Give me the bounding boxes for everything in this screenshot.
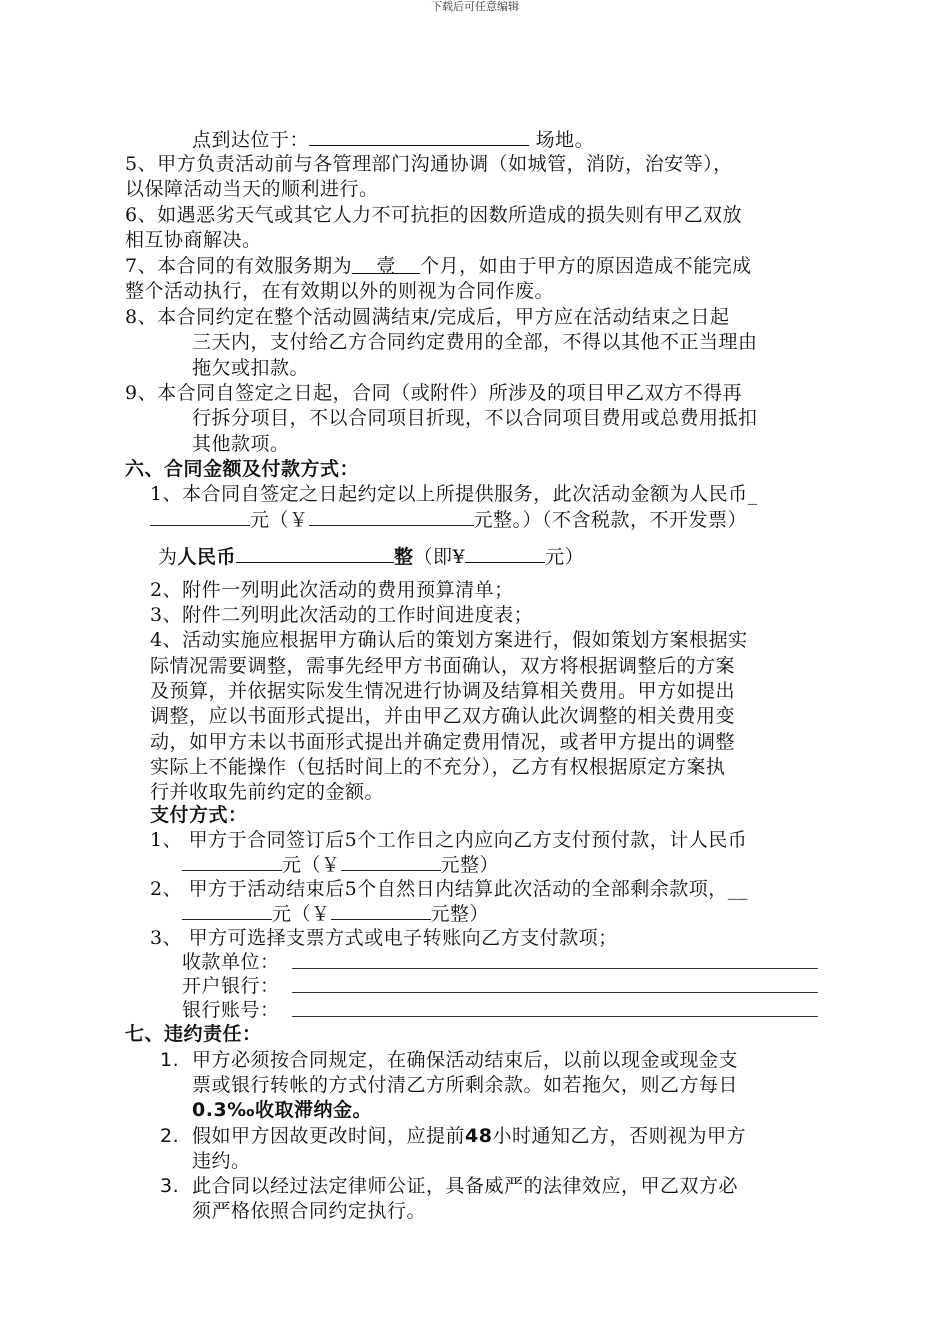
item-4-line-3: 及预算，并依据实际发生情况进行协调及结算相关费用。甲方如提出: [150, 680, 736, 702]
amount-text-b: 元整。）（不含税款，不开发票）: [473, 509, 748, 531]
amount-line-3: [158, 543, 584, 569]
clause-9-line-2: 行拆分项目，不以合同项目折现，不以合同项目费用或总费用抵扣: [192, 407, 758, 429]
payment-2-line-2: [182, 901, 489, 926]
clause-7-text-b: 个月，如由于甲方的原因造成不能完成: [420, 255, 752, 277]
payee-label: 收款单位：: [182, 951, 280, 973]
payment-3: 3、 甲方可选择支票方式或电子转账向乙方支付款项；: [150, 927, 618, 949]
breach-2-line-2: 违约。: [192, 1150, 251, 1172]
venue-suffix: 场地。: [535, 129, 595, 151]
item-2: 2、附件一列明此次活动的费用预算清单；: [150, 579, 514, 601]
account-label: 银行账号：: [182, 999, 280, 1021]
breach-1-line-2: 票或银行转帐的方式付清乙方所剩余款。如若拖欠，则乙方每日: [192, 1074, 739, 1096]
venue-blank[interactable]: [309, 126, 529, 146]
balance-text-a: 元（￥: [272, 903, 331, 925]
clause-5-line-1: 5、甲方负责活动前与各管理部门沟通协调（如城管，消防，治安等），: [125, 153, 733, 175]
item-4-line-5: 动，如甲方未以书面形式提出并确定费用情况，或者甲方提出的调整: [150, 731, 736, 753]
clause-9-line-3: 其他款项。: [192, 433, 290, 455]
payment-1-line-1: 1、 甲方于合同签订后5个工作日之内应向乙方支付预付款，计人民币: [150, 829, 748, 851]
item-3: 3、附件二列明此次活动的工作时间进度表；: [150, 604, 534, 626]
bank-field[interactable]: [292, 992, 818, 993]
breach-1-line-1: 甲方必须按合同规定，在确保活动结束后，以前以现金或现金支: [192, 1049, 739, 1071]
amount-line-1: 1、本合同自签定之日起约定以上所提供服务，此次活动金额为人民币_: [150, 483, 758, 505]
breach-3-number: 3.: [160, 1175, 180, 1197]
clause-9-line-1: 9、本合同自签定之日起，合同（或附件）所涉及的项目甲乙双方不得再: [125, 382, 743, 404]
breach-3-line-1: 此合同以经过法定律师公证，具备威严的法律效应，甲乙双方必: [192, 1175, 739, 1197]
breach-2-text-a: 假如甲方因故更改时间，应提前: [192, 1125, 466, 1147]
prepay-text-a: 元（￥: [282, 854, 341, 876]
service-period-value: 壹: [352, 254, 420, 274]
clause-8-line-1: 8、本合同约定在整个活动圆满结束/完成后，甲方应在活动结束之日起: [125, 306, 730, 328]
rmb-blank[interactable]: [236, 543, 394, 563]
prepay-blank-1[interactable]: [182, 852, 282, 871]
venue-label: 点到达位于：: [192, 129, 310, 151]
yen-blank[interactable]: [465, 543, 545, 563]
yuan-suffix: 元）: [545, 546, 585, 568]
section-7-heading: 七、违约责任：: [125, 1023, 262, 1045]
balance-blank-2[interactable]: [331, 901, 431, 920]
payment-2-line-1: 2、 甲方于活动结束后5个自然日内结算此次活动的全部剩余款项，__: [150, 878, 748, 900]
clause-7-line-2: 整个活动执行，在有效期以外的则视为合同作废。: [125, 280, 555, 302]
hours-value: 48: [465, 1125, 493, 1147]
payment-1-line-2: [182, 852, 499, 877]
clause-7-line-1: [125, 254, 752, 278]
breach-3-line-2: 须严格依照合同约定执行。: [192, 1200, 427, 1222]
item-4-line-4: 调整，应以书面形式提出，并由甲乙双方确认此次调整的相关费用变: [150, 705, 736, 727]
item-4-line-1: 4、活动实施应根据甲方确认后的策划方案进行，假如策划方案根据实: [150, 629, 748, 651]
breach-2-number: 2.: [160, 1125, 180, 1147]
amount-prefix: 为: [158, 546, 178, 568]
page-header: 下载后可任意编辑: [431, 0, 519, 13]
payment-method-heading: 支付方式：: [150, 804, 248, 826]
clause-8-line-2: 三天内，支付给乙方合同约定费用的全部，不得以其他不正当理由: [192, 331, 758, 353]
zheng-label: 整: [394, 546, 414, 568]
breach-1-number: 1.: [160, 1049, 180, 1071]
amount-blank-1[interactable]: [150, 507, 250, 526]
clause-6-line-2: 相互协商解决。: [125, 229, 262, 251]
payee-field[interactable]: [292, 968, 818, 969]
breach-1-line-3: 0.3‰收取滞纳金。: [192, 1099, 373, 1121]
clause-8-line-3: 拖欠或扣款。: [192, 357, 310, 379]
clause-5-line-2: 以保障活动当天的顺利进行。: [125, 178, 379, 200]
prepay-text-b: 元整）: [440, 854, 500, 876]
item-4-line-7: 行并收取先前约定的金额。: [150, 781, 385, 803]
bank-label: 开户银行：: [182, 975, 280, 997]
rmb-label: 人民币: [177, 546, 237, 568]
item-4-line-6: 实际上不能操作（包括时间上的不充分），乙方有权根据原定方案执: [150, 756, 726, 778]
section-6-heading: 六、合同金额及付款方式：: [125, 458, 360, 480]
breach-2-line-1: [192, 1124, 746, 1148]
balance-blank-1[interactable]: [182, 901, 272, 920]
breach-2-text-b: 小时通知乙方，否则视为甲方: [492, 1125, 746, 1147]
ji-label: （即¥: [413, 546, 466, 568]
item-4-line-2: 际情况需要调整，需事先经甲方书面确认，双方将根据调整后的方案: [150, 655, 736, 677]
venue-line: [192, 126, 594, 152]
balance-text-b: 元整）: [430, 903, 490, 925]
amount-text-a: 元（￥: [250, 509, 309, 531]
account-field[interactable]: [292, 1016, 818, 1017]
clause-7-text-a: 7、本合同的有效服务期为: [125, 255, 353, 277]
amount-line-2: [150, 507, 747, 532]
amount-blank-2[interactable]: [309, 507, 474, 526]
prepay-blank-2[interactable]: [341, 852, 441, 871]
clause-6-line-1: 6、如遇恶劣天气或其它人力不可抗拒的因数所造成的损失则有甲乙双放: [125, 204, 743, 226]
